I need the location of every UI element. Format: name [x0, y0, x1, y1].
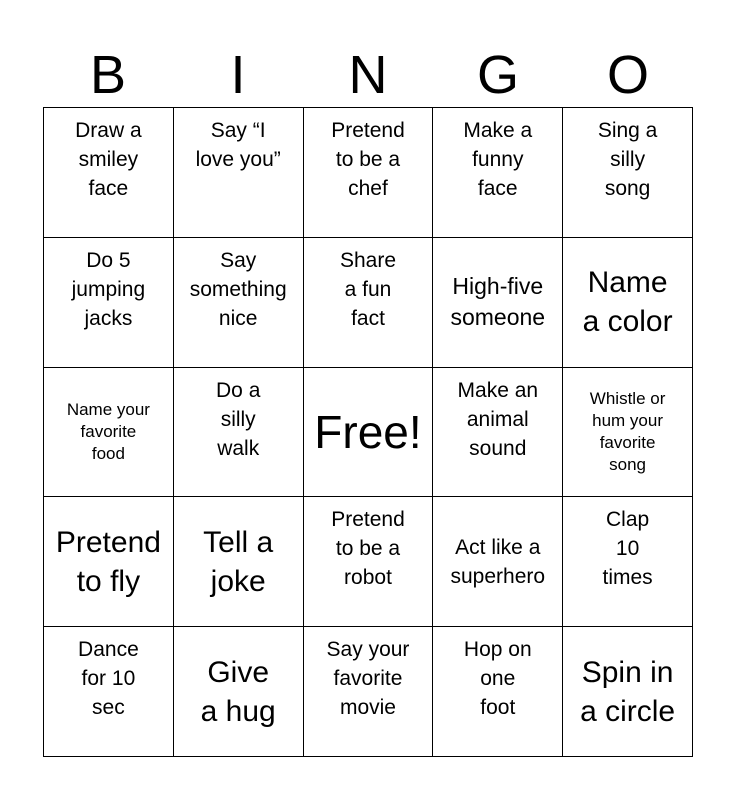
header-letter-i: I	[230, 45, 246, 105]
bingo-cell[interactable]	[304, 108, 434, 238]
bingo-cell[interactable]	[433, 368, 563, 498]
cell-text: Clap 10 times	[602, 508, 653, 590]
cell-text: Tell a joke	[203, 525, 274, 598]
bingo-cell[interactable]	[433, 497, 563, 627]
cell-text: Name your favorite food	[66, 399, 150, 463]
bingo-cell[interactable]	[304, 497, 434, 627]
cell-text: Share a fun fact	[339, 248, 397, 330]
cell-text: Pretend to fly	[55, 525, 161, 598]
cell-text: Do a silly walk	[216, 378, 261, 460]
bingo-cell[interactable]	[304, 627, 434, 757]
bingo-cell[interactable]	[433, 238, 563, 368]
cell-text: Pretend to be a robot	[331, 508, 405, 590]
cell-text: Spin in a circle	[580, 655, 676, 728]
cell-text: Sing a silly song	[597, 119, 658, 200]
cell-text: Say “I love you”	[195, 119, 281, 171]
cell-text: Name a color	[582, 266, 673, 339]
cell-text: Say your favorite movie	[326, 638, 410, 720]
bingo-cell[interactable]	[563, 627, 693, 757]
header-letter-g: G	[476, 45, 519, 105]
bingo-cell[interactable]	[433, 108, 563, 238]
bingo-cell[interactable]	[563, 108, 693, 238]
bingo-cell[interactable]	[174, 627, 304, 757]
bingo-cell[interactable]	[433, 627, 563, 757]
free-space-text: Free!	[314, 405, 422, 458]
bingo-cell[interactable]	[563, 497, 693, 627]
bingo-cell[interactable]	[174, 108, 304, 238]
bingo-cell[interactable]	[44, 108, 174, 238]
free-space-cell[interactable]	[304, 368, 434, 498]
bingo-cell[interactable]	[44, 497, 174, 627]
cell-text: Say something nice	[189, 248, 287, 330]
bingo-header	[43, 44, 693, 106]
bingo-cell[interactable]	[174, 497, 304, 627]
bingo-cell[interactable]	[304, 238, 434, 368]
bingo-cell[interactable]	[174, 238, 304, 368]
cell-text: Make a funny face	[463, 119, 533, 200]
cell-text: Act like a superhero	[450, 535, 546, 588]
cell-text: Draw a smiley face	[75, 119, 142, 200]
bingo-grid	[43, 107, 693, 757]
bingo-cell[interactable]	[44, 238, 174, 368]
bingo-cell[interactable]	[44, 627, 174, 757]
bingo-cell[interactable]	[563, 368, 693, 498]
bingo-cell[interactable]	[174, 368, 304, 498]
cell-text: Do 5 jumping jacks	[71, 248, 146, 330]
bingo-cell[interactable]	[44, 368, 174, 498]
cell-text: Pretend to be a chef	[331, 119, 405, 200]
header-letter-o: O	[606, 45, 649, 105]
cell-text: Make an animal sound	[457, 378, 539, 460]
cell-text: Give a hug	[200, 655, 276, 728]
header-letter-b: B	[89, 45, 127, 105]
cell-text: High-five someone	[450, 273, 546, 331]
cell-text: Whistle or hum your favorite song	[589, 388, 666, 474]
cell-text: Dance for 10 sec	[78, 638, 139, 720]
bingo-cell[interactable]	[563, 238, 693, 368]
cell-text: Hop on one foot	[463, 638, 532, 720]
header-letter-n: N	[348, 45, 388, 105]
